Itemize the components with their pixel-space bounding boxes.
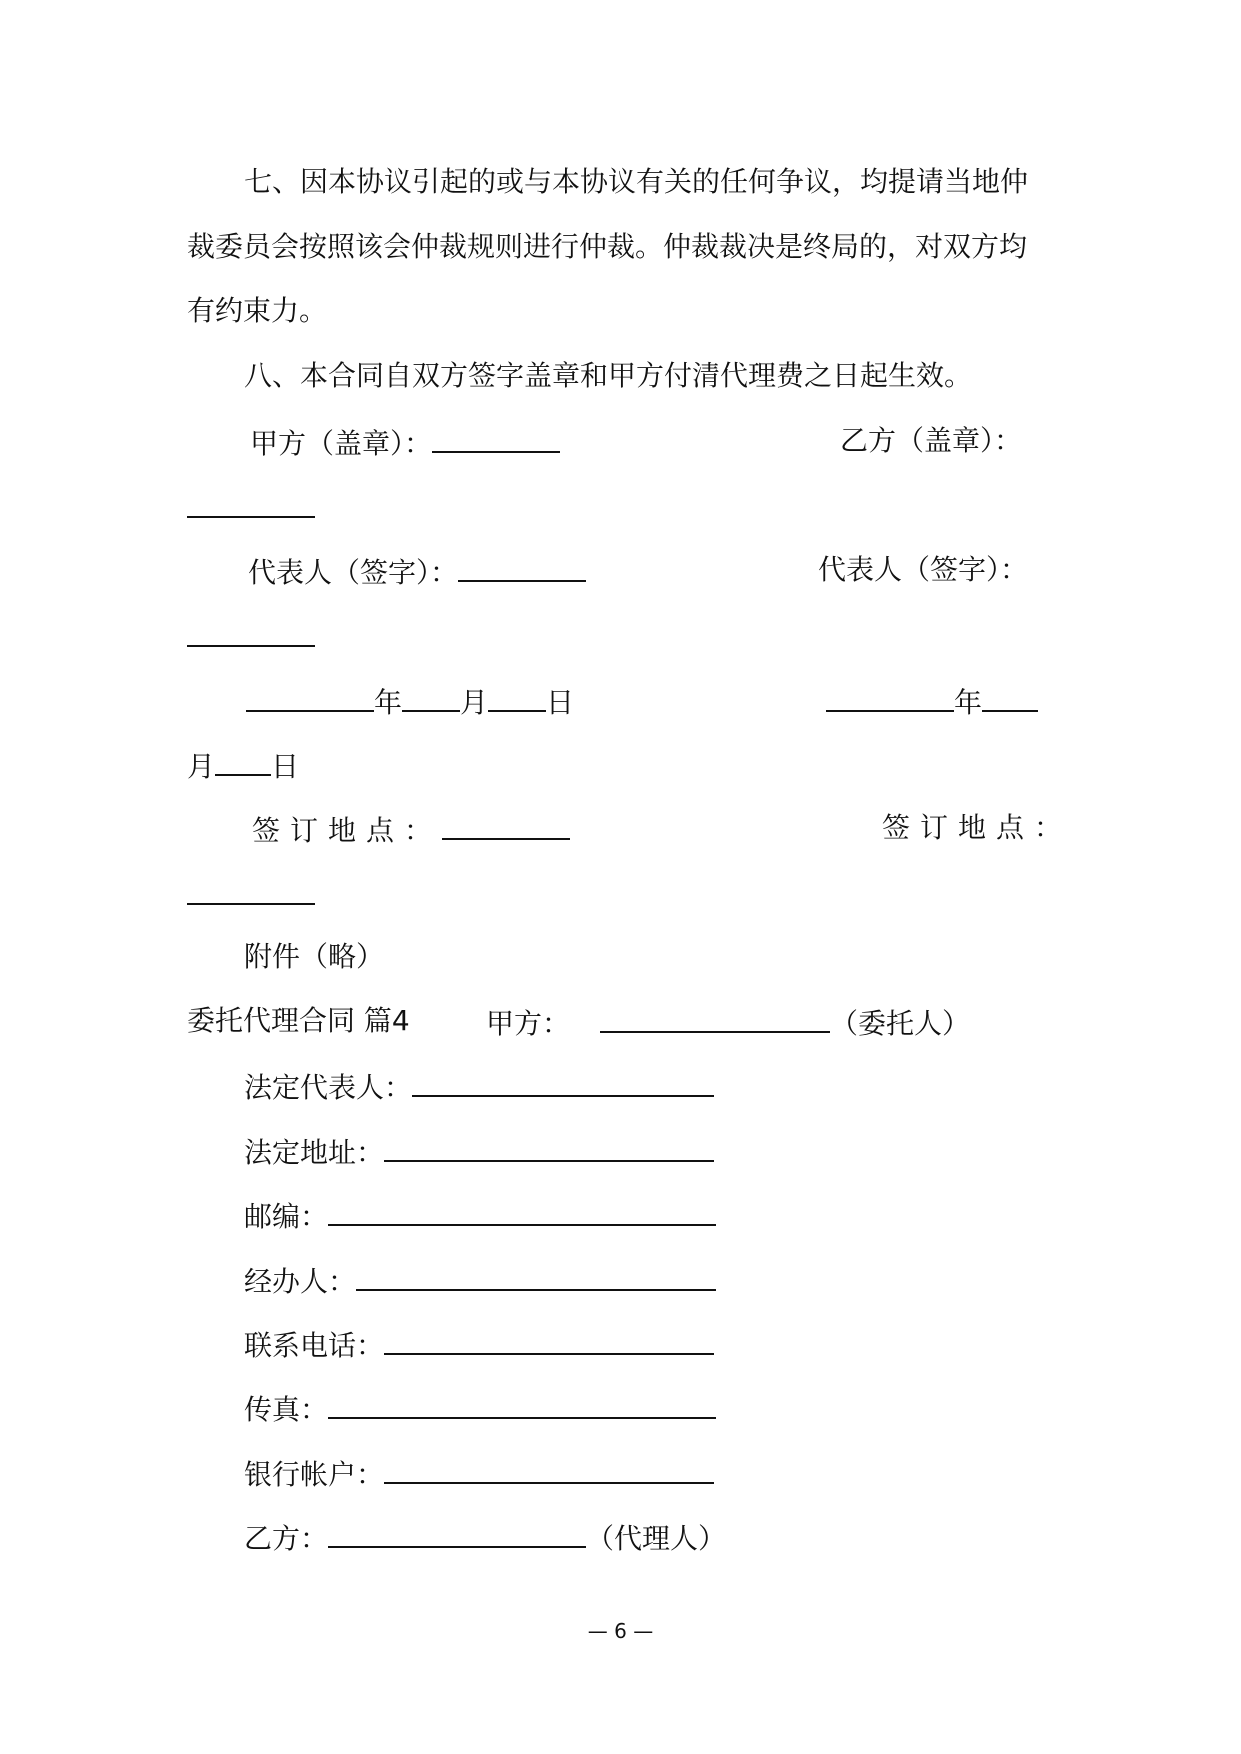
contract4-party-b-role: （代理人） — [586, 1522, 727, 1555]
contract4-party-a-blank[interactable] — [600, 1001, 830, 1033]
date-b-row — [826, 680, 1038, 720]
place-a-label: 签订地点： — [252, 814, 443, 847]
field-legal-rep-blank[interactable] — [412, 1065, 714, 1097]
contract4-party-a-label: 甲方： — [486, 1007, 571, 1040]
field-bank-account-row — [244, 1452, 714, 1492]
date-a-day-label: 日 — [546, 686, 575, 719]
contract4-party-a-role: （委托人） — [830, 1007, 971, 1040]
field-handler-row — [244, 1259, 716, 1299]
attachment: 附件（略） — [244, 940, 385, 973]
place-b-blank[interactable] — [187, 873, 315, 905]
field-fax-label: 传真： — [244, 1393, 329, 1426]
date-b-month-blank[interactable] — [982, 680, 1038, 712]
date-a-year-label: 年 — [374, 686, 403, 719]
clause7-line3: 有约束力。 — [187, 294, 328, 327]
contract4-party-b-blank[interactable] — [328, 1516, 586, 1548]
field-bank-account-blank[interactable] — [384, 1452, 714, 1484]
field-postcode-blank[interactable] — [328, 1194, 716, 1226]
rep-b-label: 代表人（签字）： — [818, 553, 1029, 586]
date-a-row — [246, 680, 574, 720]
date-b-day-label: 日 — [271, 750, 300, 783]
field-fax-row — [244, 1387, 716, 1427]
place-a-blank[interactable] — [442, 808, 570, 840]
field-legal-rep-label: 法定代表人： — [244, 1071, 413, 1104]
date-b-year-blank[interactable] — [826, 680, 954, 712]
clause7-line1: 七、因本协议引起的或与本协议有关的任何争议，均提请当地仲 — [244, 165, 1029, 198]
date-a-day-blank[interactable] — [488, 680, 546, 712]
field-handler-label: 经办人： — [244, 1265, 357, 1298]
clause8: 八、本合同自双方签字盖章和甲方付清代理费之日起生效。 — [244, 359, 973, 392]
contract4-title: 委托代理合同 篇4 — [187, 1004, 410, 1037]
date-b-month-label: 月 — [187, 750, 216, 783]
date-b-row-cont — [187, 744, 299, 784]
field-bank-account-label: 银行帐户： — [244, 1458, 385, 1491]
place-a-row — [252, 808, 570, 848]
place-b-row — [187, 873, 315, 913]
contract4-party-a-row — [486, 1001, 970, 1041]
place-b-label: 签订地点： — [882, 811, 1073, 844]
field-legal-address-label: 法定地址： — [244, 1136, 385, 1169]
party-b-seal-row — [187, 486, 315, 526]
page-number: — 6 — — [587, 1619, 654, 1643]
party-a-seal-label: 甲方（盖章）： — [250, 427, 433, 460]
party-a-seal-row — [250, 421, 560, 461]
clause7-line2: 裁委员会按照该会仲裁规则进行仲裁。仲裁裁决是终局的，对双方均 — [187, 230, 1028, 263]
contract4-party-b-row — [244, 1516, 726, 1556]
party-a-seal-blank[interactable] — [432, 421, 560, 453]
field-legal-rep-row — [244, 1065, 714, 1105]
rep-a-blank[interactable] — [458, 550, 586, 582]
date-a-year-blank[interactable] — [246, 680, 374, 712]
field-phone-label: 联系电话： — [244, 1329, 385, 1362]
party-b-seal-blank[interactable] — [187, 486, 315, 518]
field-phone-blank[interactable] — [384, 1323, 714, 1355]
rep-a-row — [248, 550, 586, 590]
field-phone-row — [244, 1323, 714, 1363]
field-fax-blank[interactable] — [328, 1387, 716, 1419]
field-legal-address-row — [244, 1130, 714, 1170]
field-legal-address-blank[interactable] — [384, 1130, 714, 1162]
field-handler-blank[interactable] — [356, 1259, 716, 1291]
rep-a-label: 代表人（签字）： — [248, 556, 459, 589]
party-b-seal-label: 乙方（盖章）： — [840, 424, 1023, 457]
field-postcode-row — [244, 1194, 716, 1234]
rep-b-blank[interactable] — [187, 615, 315, 647]
contract4-party-b-label: 乙方： — [244, 1522, 329, 1555]
field-postcode-label: 邮编： — [244, 1200, 329, 1233]
rep-b-row — [187, 615, 315, 655]
date-b-year-label: 年 — [954, 686, 983, 719]
date-a-month-label: 月 — [460, 686, 489, 719]
date-b-day-blank[interactable] — [215, 744, 271, 776]
date-a-month-blank[interactable] — [402, 680, 460, 712]
